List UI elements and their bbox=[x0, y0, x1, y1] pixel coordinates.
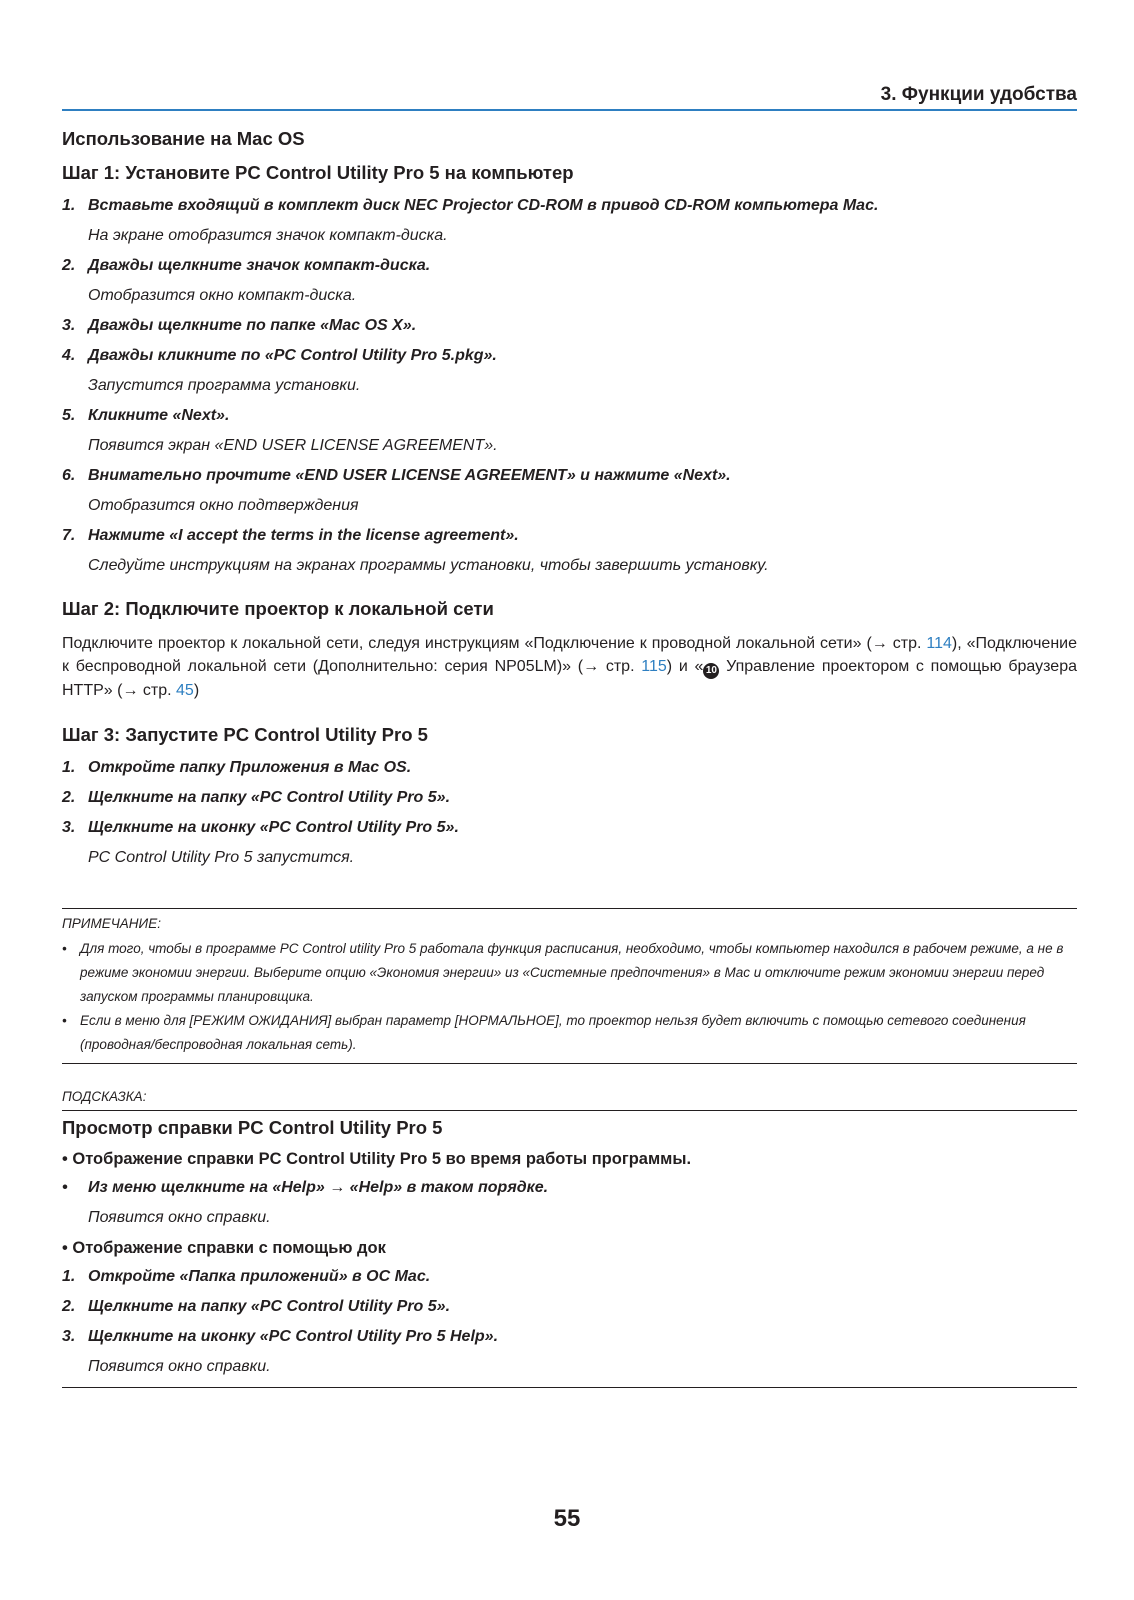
note-text: Для того, чтобы в программе PC Control utility Pro 5 работала функция расписания, необходимо, чтобы компьютер находился в рабочем режиме, а не в режиме экономии энергии. Выберите опцию «Экономия энергии» из «Системные предпочтения» в Mac и отключите режим экономии энергии перед запуском программы планировщика. bbox=[80, 941, 1064, 1004]
step-text: Щелкните на иконку «PC Control Utility Pro 5». bbox=[88, 819, 459, 836]
step-text: Нажмите «I accept the terms in the license agreement». bbox=[88, 527, 519, 544]
step1-item-7 bbox=[62, 526, 1077, 546]
note-bottom-rule bbox=[62, 1063, 1077, 1064]
step-number: 5. bbox=[62, 407, 76, 424]
document-page bbox=[62, 0, 1077, 1600]
step-text: Дважды щелкните по папке «Mac OS X». bbox=[88, 317, 417, 334]
step-text: Щелкните на папку «PC Control Utility Pro 5». bbox=[88, 1298, 451, 1315]
bullet: • bbox=[62, 1179, 68, 1196]
step3-title: Шаг 3: Запустите PC Control Utility Pro 5 bbox=[62, 724, 428, 745]
chapter-rule bbox=[62, 109, 1077, 111]
step-text: Щелкните на папку «PC Control Utility Pro 5». bbox=[88, 789, 451, 806]
step-text: Кликните «Next». bbox=[88, 407, 230, 424]
help-item-2 bbox=[62, 1297, 1077, 1317]
help-step bbox=[62, 1178, 1077, 1198]
step3-item-2 bbox=[62, 788, 1077, 808]
step1-item-1 bbox=[62, 196, 1077, 216]
help-result-1: Появится окно справки. bbox=[88, 1209, 271, 1226]
help-item-1 bbox=[62, 1267, 1077, 1287]
step2-text-5: ) bbox=[193, 682, 200, 699]
step-result: Появится экран «END USER LICENSE AGREEMENT». bbox=[88, 437, 498, 454]
chapter-title: 3. Функции удобства bbox=[880, 84, 1077, 105]
help-result-2: Появится окно справки. bbox=[88, 1358, 271, 1375]
bullet: • bbox=[62, 941, 67, 956]
step-number: 2. bbox=[62, 789, 76, 806]
step3-item-3 bbox=[62, 818, 1077, 838]
help-title: Просмотр справки PC Control Utility Pro 5 bbox=[62, 1117, 443, 1138]
step2-text-3: ) и « bbox=[666, 658, 704, 675]
step-number: 1. bbox=[62, 1268, 76, 1285]
step-result: Отобразится окно компакт-диска. bbox=[88, 287, 357, 304]
step1-item-2 bbox=[62, 256, 1077, 276]
step1-list bbox=[62, 196, 1077, 576]
step1-item-3 bbox=[62, 316, 1077, 336]
step-text: Откройте «Папка приложений» в ОС Mac. bbox=[88, 1268, 431, 1285]
step-text: Щелкните на иконку «PC Control Utility Pro 5 Help». bbox=[88, 1328, 499, 1345]
step3-result: PC Control Utility Pro 5 запустится. bbox=[88, 849, 355, 866]
step3-item-1 bbox=[62, 758, 1077, 778]
help-subtitle-1: • Отображение справки PC Control Utility Pro 5 во время работы программы. bbox=[62, 1150, 692, 1168]
page-link-45[interactable]: 45 bbox=[176, 682, 194, 699]
step1-item-6 bbox=[62, 466, 1077, 486]
page-link-114[interactable]: 114 bbox=[926, 635, 952, 652]
step-number: 3. bbox=[62, 1328, 76, 1345]
step2-title: Шаг 2: Подключите проектор к локальной сети bbox=[62, 598, 494, 619]
page-number: 55 bbox=[553, 1505, 581, 1532]
step-number: 7. bbox=[62, 527, 76, 544]
step-text: Внимательно прочтите «END USER LICENSE AGREEMENT» и нажмите «Next». bbox=[88, 467, 731, 484]
hint-rule bbox=[62, 1110, 1077, 1111]
step-number: 2. bbox=[62, 257, 76, 274]
hint-bottom-rule bbox=[62, 1387, 1077, 1388]
step-number: 1. bbox=[62, 759, 76, 776]
note-top-rule bbox=[62, 908, 1077, 909]
step-result: На экране отобразится значок компакт-диска. bbox=[88, 227, 448, 244]
step-number: 6. bbox=[62, 467, 76, 484]
help-subtitle-2: • Отображение справки с помощью док bbox=[62, 1239, 386, 1257]
step-result: Запустится программа установки. bbox=[88, 377, 361, 394]
step2-text-4: Управление проектором с помощью браузера HTTP» (→ стр. bbox=[62, 658, 1077, 699]
page-link-115[interactable]: 115 bbox=[641, 658, 667, 675]
step-number: 3. bbox=[62, 317, 76, 334]
step-number: 3. bbox=[62, 819, 76, 836]
note-item-1 bbox=[62, 937, 1077, 1009]
step2-text-2: ), «Подключение к беспроводной локальной сети (Дополнительно: серия NP05LM)» (→ стр. bbox=[62, 635, 1077, 675]
step1-title: Шаг 1: Установите PC Control Utility Pro 5 на компьютер bbox=[62, 162, 574, 183]
step-text: Дважды щелкните значок компакт-диска. bbox=[88, 257, 431, 274]
step1-item-4 bbox=[62, 346, 1077, 366]
note-text: Если в меню для [РЕЖИМ ОЖИДАНИЯ] выбран параметр [НОРМАЛЬНОЕ], то проектор нельзя будет включить с помощью сетевого соединения (проводная/беспроводная локальная сеть). bbox=[80, 1013, 1026, 1052]
content bbox=[62, 128, 1077, 1388]
step-text: Вставьте входящий в комплект диск NEC Projector CD-ROM в привод CD-ROM компьютера Mac. bbox=[88, 197, 879, 214]
chapter-number-circle-icon: 10 bbox=[703, 663, 719, 679]
step-number: 2. bbox=[62, 1298, 76, 1315]
section-title: Использование на Mac OS bbox=[62, 128, 305, 149]
step-number: 1. bbox=[62, 197, 76, 214]
hint-label: ПОДСКАЗКА: bbox=[62, 1089, 147, 1104]
note-label: ПРИМЕЧАНИЕ: bbox=[62, 916, 161, 931]
step-text: Дважды кликните по «PC Control Utility Pro 5.pkg». bbox=[88, 347, 497, 364]
help-item-3 bbox=[62, 1327, 1077, 1347]
note-item-2 bbox=[62, 1009, 1077, 1057]
step-text: Откройте папку Приложения в Mac OS. bbox=[88, 759, 412, 776]
step1-item-5 bbox=[62, 406, 1077, 426]
step2-paragraph bbox=[62, 632, 1077, 702]
step-result: Следуйте инструкциям на экранах программы установки, чтобы завершить установку. bbox=[88, 557, 769, 574]
step-number: 4. bbox=[62, 347, 76, 364]
bullet: • bbox=[62, 1013, 67, 1028]
step-text: Из меню щелкните на «Help» → «Help» в таком порядке. bbox=[88, 1179, 549, 1196]
step-result: Отобразится окно подтверждения bbox=[88, 497, 359, 514]
step2-text-1: Подключите проектор к локальной сети, следуя инструкциям «Подключение к проводной локальной сети» (→ стр. bbox=[62, 635, 922, 652]
